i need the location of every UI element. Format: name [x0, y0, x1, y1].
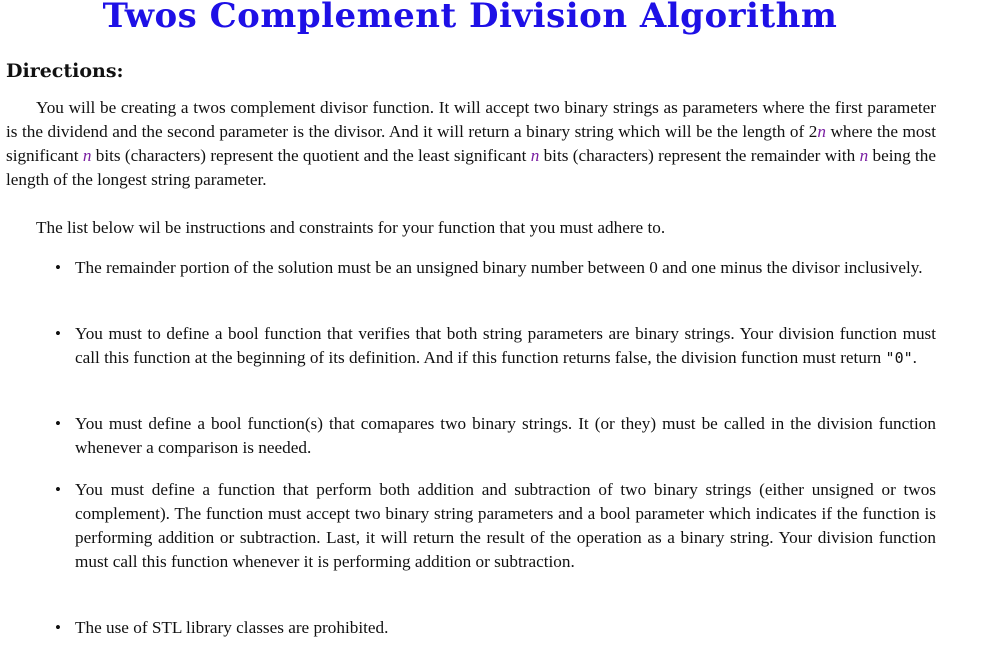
math-variable-n: n — [82, 146, 92, 165]
intro-text-part2: where the most significant — [6, 122, 936, 165]
intro-text-part5: being the length of the longest string parameter. — [6, 146, 936, 189]
intro-text-part1: You will be creating a twos complement divisor function. It will accept two binary strings as parameters where the first parameter is the dividend and the second parameter is the divisor. And it will return a binary string which will be the length of 2 — [6, 98, 936, 141]
rule-item — [55, 616, 936, 640]
math-variable-n: n — [530, 146, 540, 165]
rule-text: You must to define a bool function that verifies that both string parameters are binary strings. Your division function must call this function at the beginning of its definition. And if this function returns false, the division function must return — [75, 324, 936, 367]
bullet-icon: • — [55, 618, 61, 637]
bullet-icon: • — [55, 414, 61, 433]
bullet-icon: • — [55, 480, 61, 499]
list-intro-paragraph: The list below wil be instructions and constraints for your function that you must adhere to. — [36, 218, 666, 237]
rule-text: You must define a bool function(s) that comapares two binary strings. It (or they) must be called in the division function whenever a comparison is needed. — [75, 414, 936, 457]
document-title: Twos Complement Division Algorithm — [102, 0, 838, 36]
bullet-icon: • — [55, 258, 61, 277]
rule-item — [55, 322, 936, 370]
code-literal: "0" — [885, 349, 913, 367]
rule-item — [55, 478, 936, 574]
rule-text-end: . — [912, 348, 917, 367]
math-variable-n: n — [859, 146, 869, 165]
rule-text: The use of STL library classes are prohibited. — [75, 618, 389, 637]
directions-heading: Directions: — [6, 60, 124, 82]
rule-text: You must define a function that perform both addition and subtraction of two binary strings (either unsigned or twos complement). The function must accept two binary string parameters and a bool parameter which indicates if the function is performing addition or subtraction. Last, it will return the result of the operation as a binary string. Your division function must call this function whenever it is performing addition or subtraction. — [75, 480, 936, 571]
rule-text-wrapper — [75, 322, 936, 370]
math-variable-n: n — [817, 122, 826, 141]
intro-text-part3: bits (characters) represent the quotient and the least significant — [91, 146, 531, 165]
bullet-icon: • — [55, 324, 61, 343]
intro-paragraph — [6, 96, 936, 192]
intro-text-part4: bits (characters) represent the remainder with — [539, 146, 860, 165]
rule-text: The remainder portion of the solution must be an unsigned binary number between 0 and one minus the divisor inclusively. — [75, 258, 923, 277]
rule-item — [55, 412, 936, 460]
rule-item — [55, 256, 936, 280]
